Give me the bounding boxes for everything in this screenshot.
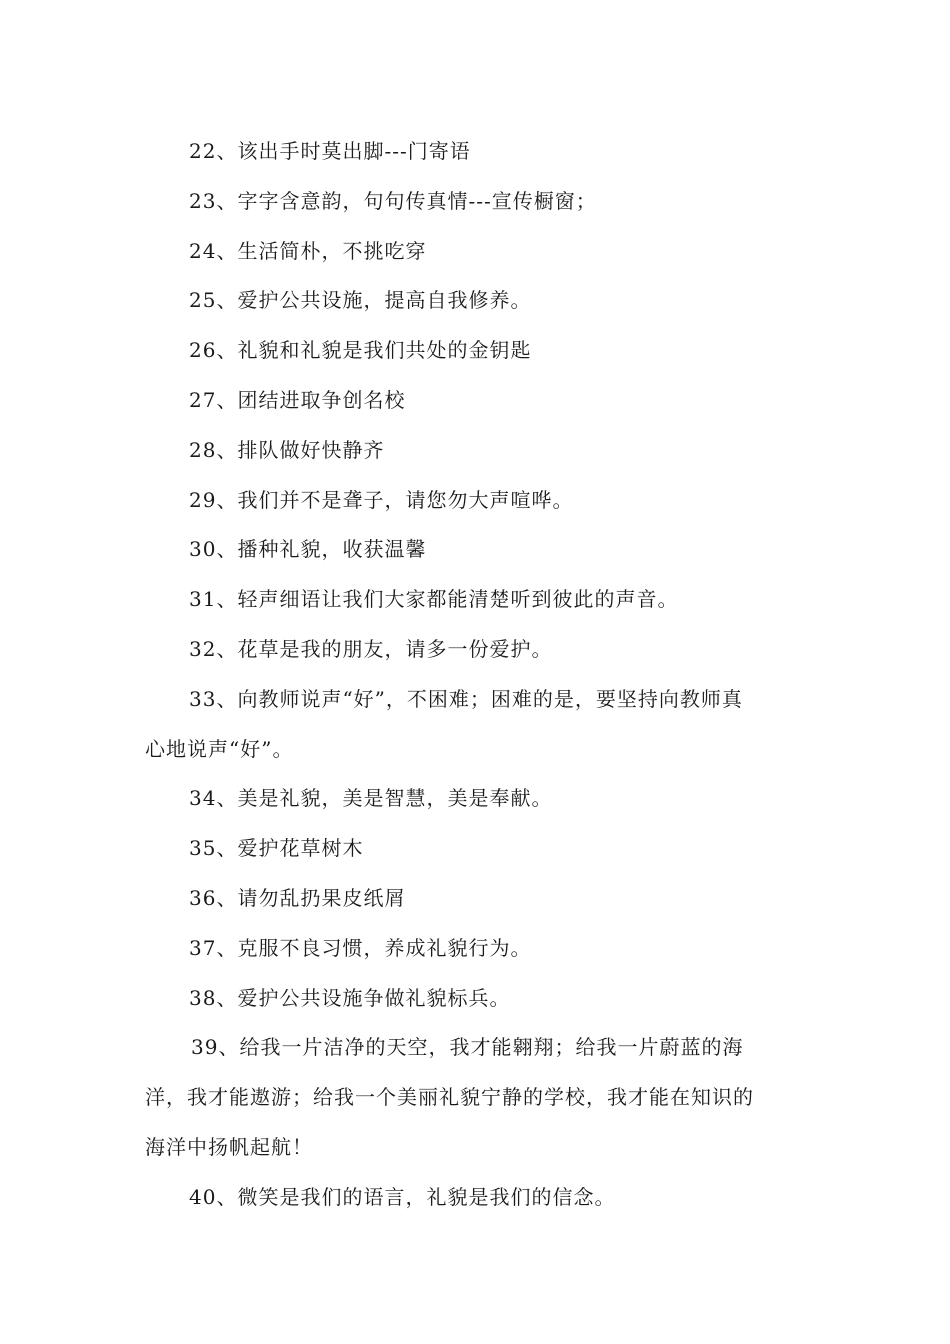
slogan-item-28: 28、排队做好快静齐 [189,437,385,462]
slogan-item-34: 34、美是礼貌，美是智慧，美是奉献。 [189,786,553,811]
slogan-item-27: 27、团结进取争创名校 [189,387,406,412]
slogan-item-31: 31、轻声细语让我们大家都能清楚听到彼此的声音。 [189,587,679,612]
slogan-item-33-line-2: 心地说声“好”。 [145,736,294,761]
slogan-item-39-line-3: 海洋中扬帆起航！ [145,1134,313,1159]
slogan-item-30: 30、播种礼貌，收获温馨 [189,537,427,562]
slogan-item-40: 40、微笑是我们的语言，礼貌是我们的信念。 [189,1184,616,1209]
slogan-item-22: 22、该出手时莫出脚---门寄语 [189,139,471,163]
slogan-item-32: 32、花草是我的朋友，请多一份爱护。 [189,636,553,661]
slogan-item-36: 36、请勿乱扔果皮纸屑 [189,885,406,910]
slogan-list [145,127,807,1223]
slogan-item-35: 35、爱护花草树木 [189,836,364,861]
slogan-item-24: 24、生活简朴，不挑吃穿 [189,238,427,263]
slogan-item-39-line-1: 39、给我一片洁净的天空，我才能翱翔；给我一片蔚蓝的海 [191,1035,744,1060]
slogan-item-26: 26、礼貌和礼貌是我们共处的金钥匙 [189,338,532,363]
slogan-item-37: 37、克服不良习惯，养成礼貌行为。 [189,935,532,960]
slogan-item-33-line-1: 33、向教师说声“好”，不困难；困难的是，要坚持向教师真 [189,686,743,711]
slogan-item-38: 38、爱护公共设施争做礼貌标兵。 [189,985,511,1010]
slogan-item-23: 23、字字含意韵，句句传真情---宣传橱窗； [189,188,597,213]
slogan-item-29: 29、我们并不是聋子，请您勿大声喧哗。 [189,487,574,512]
slogan-item-25: 25、爱护公共设施，提高自我修养。 [189,288,532,313]
slogan-item-39-line-2: 洋，我才能遨游；给我一个美丽礼貌宁静的学校，我才能在知识的 [145,1085,754,1110]
